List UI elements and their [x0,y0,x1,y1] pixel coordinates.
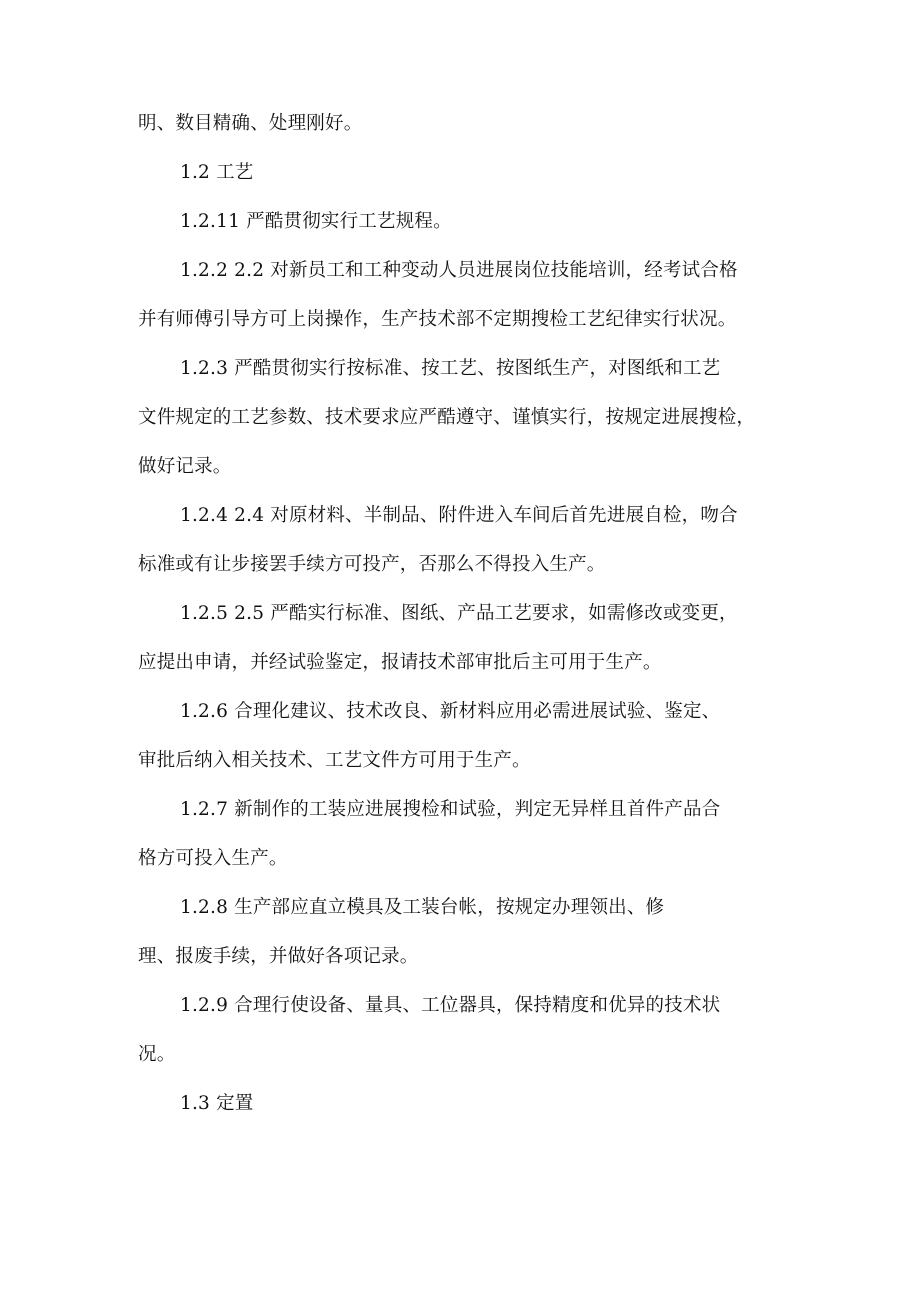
clause-1-2-6-line-2: 审批后纳入相关技术、工艺文件方可用于生产。 [138,750,531,771]
clause-1-2-8-line-1: 1.2.8 生产部应直立模具及工装台帐，按规定办理领出、修 [180,897,665,918]
clause-1-2-1: 1.2.11 严酷贯彻实行工艺规程。 [180,211,452,232]
clause-1-2-7-line-1: 1.2.7 新制作的工装应进展搜检和试验，判定无异样且首件产品合 [180,799,721,820]
clause-1-2-4-line-2: 标准或有让步接罢手续方可投产，否那么不得投入生产。 [138,554,606,575]
text-line-continuation: 明、数目精确、处理刚好。 [138,113,363,134]
clause-1-2-3-line-1: 1.2.3 严酷贯彻实行按标准、按工艺、按图纸生产，对图纸和工艺 [180,358,721,379]
clause-1-2-8-line-2: 理、报废手续，并做好各项记录。 [138,946,419,967]
clause-1-2-6-line-1: 1.2.6 合理化建议、技术改良、新材料应用必需进展试验、鉴定、 [180,701,721,722]
clause-1-2-5-line-1: 1.2.5 2.5 严酷实行标准、图纸、产品工艺要求，如需修改或变更， [180,603,738,624]
clause-1-2-4-line-1: 1.2.4 2.4 对原材料、半制品、附件进入车间后首先进展自检，吻合 [180,505,738,526]
clause-1-2-7-line-2: 格方可投入生产。 [138,848,288,869]
clause-1-2-2-line-2: 并有师傅引导方可上岗操作，生产技术部不定期搜检工艺纪律实行状况。 [138,309,737,330]
clause-1-2-5-line-2: 应提出申请，并经试验鉴定，报请技术部审批后主可用于生产。 [138,652,662,673]
clause-1-2-3-line-3: 做好记录。 [138,456,232,477]
clause-1-2-9-line-1: 1.2.9 合理行使设备、量具、工位器具，保持精度和优异的技术状 [180,995,721,1016]
clause-1-2-2-line-1: 1.2.2 2.2 对新员工和工种变动人员进展岗位技能培训，经考试合格 [180,260,738,281]
clause-1-2-9-line-2: 况。 [138,1044,176,1065]
section-heading-1-3: 1.3 定置 [180,1093,254,1114]
clause-1-2-3-line-2: 文件规定的工艺参数、技术要求应严酷遵守、谨慎实行，按规定进展搜检， [138,407,756,428]
section-heading-1-2: 1.2 工艺 [180,162,254,183]
